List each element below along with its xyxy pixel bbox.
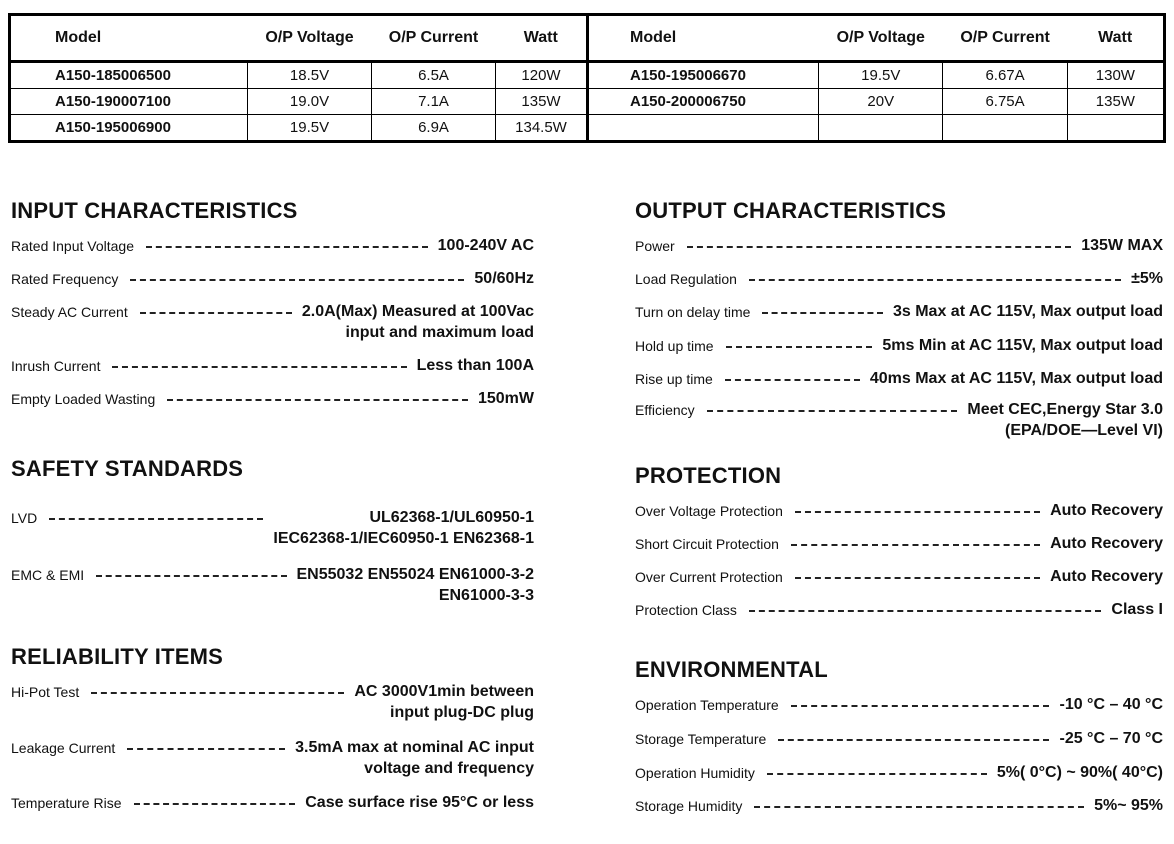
output-value xyxy=(893,301,1163,322)
cell-voltage xyxy=(819,115,943,142)
table-row xyxy=(586,62,1165,89)
output-row xyxy=(635,268,1163,289)
table-row xyxy=(10,115,588,142)
table-row xyxy=(10,89,588,115)
value-line: voltage and frequency xyxy=(364,760,534,777)
dotted-leader xyxy=(778,739,1049,741)
protection-label: Short Circuit Protection xyxy=(635,536,779,552)
reliability-value xyxy=(354,681,534,723)
output-label: Efficiency xyxy=(635,402,695,418)
environmental-value xyxy=(1094,795,1163,816)
cell-voltage: 19.0V xyxy=(248,89,372,115)
header-model: Model xyxy=(10,15,248,62)
value-line: input and maximum load xyxy=(345,324,534,341)
protection-row xyxy=(635,566,1163,587)
output-label: Power xyxy=(635,238,675,254)
safety-label: LVD xyxy=(11,510,38,526)
cell-model: A150-190007100 xyxy=(10,89,248,115)
environmental-title: ENVIRONMENTAL xyxy=(635,657,828,682)
output-label: Turn on delay time xyxy=(635,304,751,320)
output-value xyxy=(967,399,1163,441)
dotted-leader xyxy=(146,246,428,248)
header-watt: Watt xyxy=(1067,15,1164,62)
cell-current: 6.9A xyxy=(372,115,496,142)
cell-watt: 135W xyxy=(496,89,588,115)
environmental-label: Storage Humidity xyxy=(635,798,743,814)
output-row xyxy=(635,301,1163,322)
header-voltage: O/P Voltage xyxy=(248,15,372,62)
value-line: AC 3000V1min between xyxy=(354,683,534,700)
output-value xyxy=(870,368,1163,389)
dotted-leader xyxy=(130,279,464,281)
value-line: ±5% xyxy=(1131,270,1163,287)
dotted-leader xyxy=(49,518,263,520)
protection-value xyxy=(1050,566,1163,587)
dotted-leader xyxy=(140,312,292,314)
input-row xyxy=(11,268,534,289)
input-value xyxy=(474,268,534,289)
environmental-row xyxy=(635,762,1163,783)
value-line: input plug-DC plug xyxy=(390,704,534,721)
value-line: -25 °C – 70 °C xyxy=(1059,730,1163,747)
reliability-row xyxy=(11,681,534,723)
value-line: 40ms Max at AC 115V, Max output load xyxy=(869,370,1163,387)
environmental-value xyxy=(1059,694,1163,715)
dotted-leader xyxy=(762,312,883,314)
input-label: Rated Input Voltage xyxy=(11,238,134,254)
input-row xyxy=(11,235,534,256)
value-line: EN61000-3-3 xyxy=(438,587,534,604)
input-label: Inrush Current xyxy=(11,358,101,374)
dotted-leader xyxy=(749,610,1101,612)
output-row xyxy=(635,235,1163,256)
value-line: Auto Recovery xyxy=(1050,535,1163,552)
header-model: Model xyxy=(586,15,819,62)
dotted-leader xyxy=(795,511,1040,513)
input-value xyxy=(438,235,534,256)
dotted-leader xyxy=(767,773,987,775)
reliability-value xyxy=(305,792,534,813)
safety-label: EMC & EMI xyxy=(11,567,85,583)
output-title: OUTPUT CHARACTERISTICS xyxy=(635,198,947,223)
value-line: Case surface rise 95°C or less xyxy=(305,794,534,811)
model-table-header xyxy=(586,15,1165,62)
input-value xyxy=(302,301,534,343)
value-line: Auto Recovery xyxy=(1050,568,1163,585)
protection-label: Over Voltage Protection xyxy=(635,503,783,519)
protection-value xyxy=(1111,599,1163,620)
dotted-leader xyxy=(127,748,285,750)
value-line: Meet CEC,Energy Star 3.0 xyxy=(967,401,1163,418)
value-line: 3.5mA max at nominal AC input xyxy=(295,739,534,756)
input-label: Steady AC Current xyxy=(11,304,128,320)
environmental-label: Storage Temperature xyxy=(635,731,767,747)
protection-row xyxy=(635,500,1163,521)
dotted-leader xyxy=(754,806,1084,808)
dotted-leader xyxy=(134,803,296,805)
dotted-leader xyxy=(91,692,344,694)
output-row xyxy=(635,368,1163,389)
value-line: 5%~ 95% xyxy=(1094,797,1163,814)
reliability-row xyxy=(11,737,534,779)
input-label: Empty Loaded Wasting xyxy=(11,391,156,407)
value-line: 50/60Hz xyxy=(474,270,534,287)
input-value xyxy=(417,355,534,376)
cell-model xyxy=(586,115,819,142)
environmental-label: Operation Humidity xyxy=(635,765,755,781)
model-table-left xyxy=(8,13,589,143)
safety-row xyxy=(11,564,534,606)
value-line: 150mW xyxy=(477,390,534,407)
cell-current: 6.67A xyxy=(943,62,1067,89)
cell-current xyxy=(943,115,1067,142)
output-label: Load Regulation xyxy=(635,271,737,287)
dotted-leader xyxy=(791,705,1050,707)
model-table-header xyxy=(10,15,588,62)
reliability-title: RELIABILITY ITEMS xyxy=(11,644,224,669)
protection-value xyxy=(1050,533,1163,554)
cell-current: 6.5A xyxy=(372,62,496,89)
output-value xyxy=(1081,235,1163,256)
cell-current: 7.1A xyxy=(372,89,496,115)
cell-voltage: 19.5V xyxy=(248,115,372,142)
cell-watt: 134.5W xyxy=(496,115,588,142)
safety-value xyxy=(297,564,535,606)
protection-label: Protection Class xyxy=(635,602,737,618)
table-row xyxy=(586,89,1165,115)
environmental-row xyxy=(635,795,1163,816)
environmental-row xyxy=(635,694,1163,715)
protection-label: Over Current Protection xyxy=(635,569,783,585)
protection-value xyxy=(1050,500,1163,521)
value-line: Class I xyxy=(1111,601,1163,618)
table-row xyxy=(10,62,588,89)
output-label: Rise up time xyxy=(635,371,713,387)
table-row xyxy=(586,115,1165,142)
output-value xyxy=(1131,268,1163,289)
cell-watt xyxy=(1067,115,1164,142)
value-line: 100-240V AC xyxy=(437,237,534,254)
cell-voltage: 20V xyxy=(819,89,943,115)
protection-row xyxy=(635,533,1163,554)
header-current: O/P Current xyxy=(943,15,1067,62)
dotted-leader xyxy=(167,399,468,401)
reliability-label: Temperature Rise xyxy=(11,795,122,811)
input-row xyxy=(11,355,534,376)
dotted-leader xyxy=(687,246,1072,248)
reliability-row xyxy=(11,792,534,813)
environmental-label: Operation Temperature xyxy=(635,697,779,713)
cell-current: 6.75A xyxy=(943,89,1067,115)
value-line: 135W MAX xyxy=(1081,237,1163,254)
reliability-label: Hi-Pot Test xyxy=(11,684,80,700)
protection-row xyxy=(635,599,1163,620)
header-current: O/P Current xyxy=(372,15,496,62)
output-label: Hold up time xyxy=(635,338,714,354)
dotted-leader xyxy=(725,379,860,381)
value-line: 5%( 0°C) ~ 90%( 40°C) xyxy=(996,764,1163,781)
dotted-leader xyxy=(795,577,1040,579)
cell-model: A150-200006750 xyxy=(586,89,819,115)
header-voltage: O/P Voltage xyxy=(819,15,943,62)
cell-voltage: 19.5V xyxy=(819,62,943,89)
cell-model: A150-195006900 xyxy=(10,115,248,142)
value-line: UL62368-1/UL60950-1 xyxy=(369,509,534,526)
output-row xyxy=(635,335,1163,356)
dotted-leader xyxy=(791,544,1040,546)
cell-watt: 120W xyxy=(496,62,588,89)
input-value xyxy=(478,388,534,409)
environmental-value xyxy=(997,762,1163,783)
cell-watt: 135W xyxy=(1067,89,1164,115)
input-label: Rated Frequency xyxy=(11,271,119,287)
header-watt: Watt xyxy=(496,15,588,62)
output-row xyxy=(635,399,1163,441)
value-line: Less than 100A xyxy=(416,357,534,374)
dotted-leader xyxy=(726,346,873,348)
value-line: 3s Max at AC 115V, Max output load xyxy=(892,303,1163,320)
value-line: 5ms Min at AC 115V, Max output load xyxy=(882,337,1163,354)
value-line: Auto Recovery xyxy=(1050,502,1163,519)
value-line: IEC62368-1/IEC60950-1 EN62368-1 xyxy=(273,530,534,547)
value-line: -10 °C – 40 °C xyxy=(1059,696,1163,713)
environmental-row xyxy=(635,728,1163,749)
model-table-right xyxy=(586,13,1166,143)
value-line: 2.0A(Max) Measured at 100Vac xyxy=(301,303,534,320)
safety-title: SAFETY STANDARDS xyxy=(11,456,244,481)
value-line: (EPA/DOE—Level VI) xyxy=(1005,422,1163,439)
cell-watt: 130W xyxy=(1067,62,1164,89)
cell-model: A150-185006500 xyxy=(10,62,248,89)
output-value xyxy=(882,335,1163,356)
input-title: INPUT CHARACTERISTICS xyxy=(11,198,298,223)
reliability-label: Leakage Current xyxy=(11,740,116,756)
value-line: EN55032 EN55024 EN61000-3-2 xyxy=(296,566,534,583)
dotted-leader xyxy=(96,575,286,577)
cell-voltage: 18.5V xyxy=(248,62,372,89)
dotted-leader xyxy=(112,366,406,368)
safety-value xyxy=(273,507,534,549)
reliability-value xyxy=(295,737,534,779)
safety-row xyxy=(11,507,534,549)
cell-model: A150-195006670 xyxy=(586,62,819,89)
dotted-leader xyxy=(749,279,1121,281)
protection-title: PROTECTION xyxy=(635,463,782,488)
dotted-leader xyxy=(707,410,958,412)
environmental-value xyxy=(1059,728,1163,749)
input-row xyxy=(11,301,534,343)
input-row xyxy=(11,388,534,409)
